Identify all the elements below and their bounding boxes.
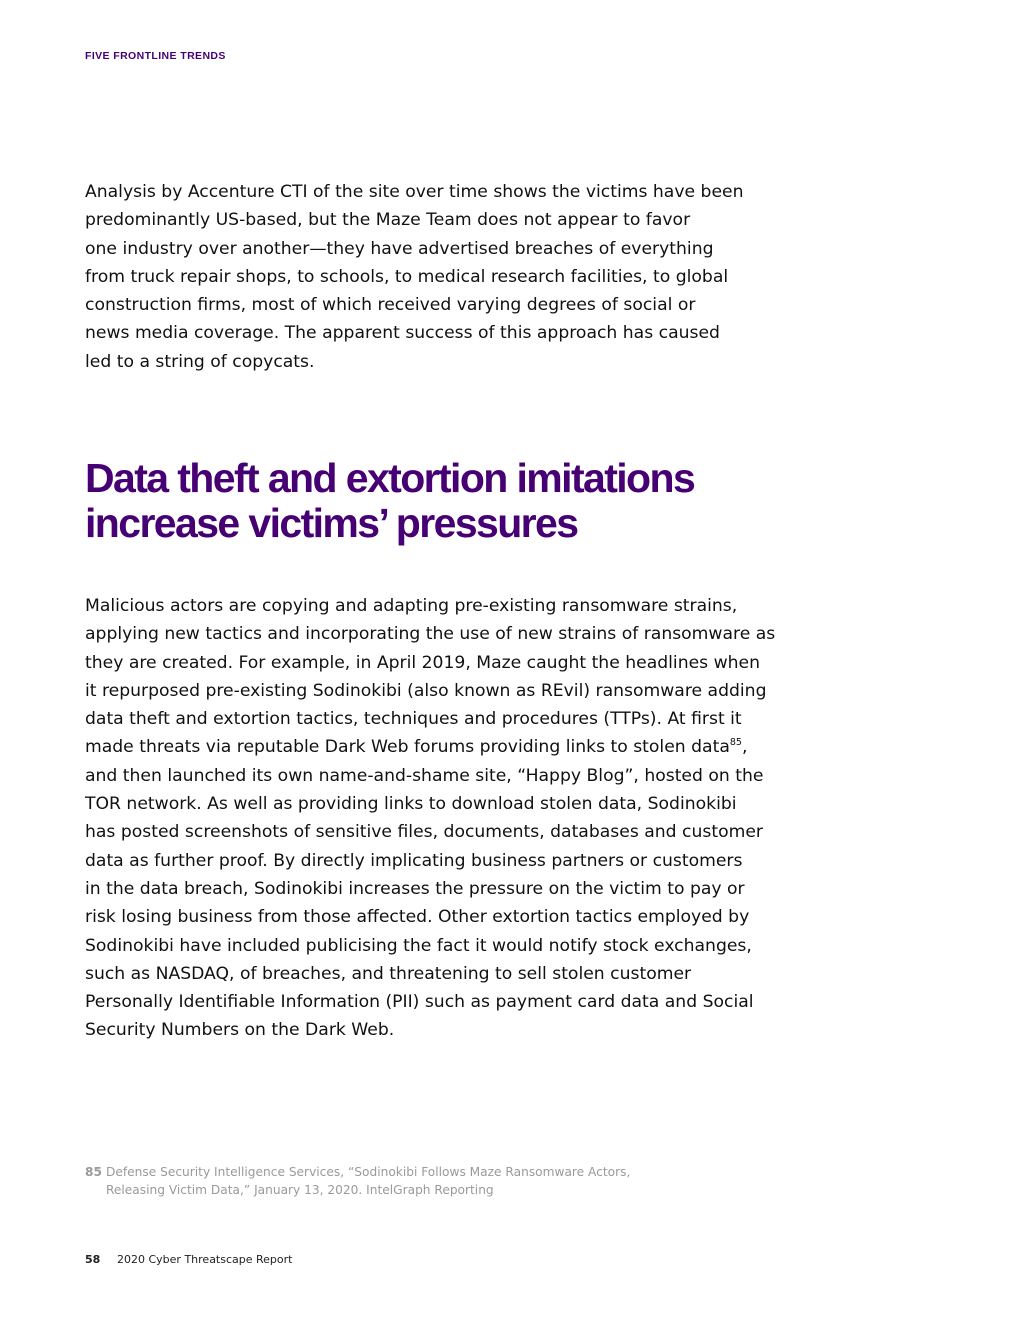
footnote-number: 85 [85, 1165, 102, 1179]
paragraph-line: such as NASDAQ, of breaches, and threatening to sell stolen customer [85, 963, 692, 984]
paragraph-line: predominantly US-based, but the Maze Team does not appear to favor [85, 210, 691, 231]
line-text: made threats via reputable Dark Web forums providing links to stolen data [85, 737, 730, 758]
paragraph-line: applying new tactics and incorporating the use of new strains of ransomware as [85, 624, 776, 645]
paragraph-line: led to a string of copycats. [85, 351, 315, 372]
paragraph-line-with-footnote [85, 733, 775, 761]
footnote-text: Defense Security Intelligence Services, “Sodinokibi Follows Maze Ransomware Actors, [106, 1165, 631, 1179]
body-paragraph [85, 592, 775, 1045]
paragraph-line: Personally Identifiable Information (PII) such as payment card data and Social [85, 992, 754, 1013]
line-suffix: , [741, 737, 748, 758]
heading-line: Data theft and extortion imitations [85, 455, 695, 501]
paragraph-line: Analysis by Accenture CTI of the site over time shows the victims have been [85, 182, 744, 202]
paragraph-line: risk losing business from those affected. Other extortion tactics employed by [85, 907, 750, 928]
footnote [85, 1164, 630, 1199]
paragraph-line: data theft and extortion tactics, techniques and procedures (TTPs). At first it [85, 709, 742, 730]
paragraph-line: has posted screenshots of sensitive files, documents, databases and customer [85, 822, 763, 843]
paragraph-line: news media coverage. The apparent success of this approach has caused [85, 323, 720, 344]
footnote-reference[interactable]: 85 [729, 737, 742, 749]
section-label: FIVE FRONTLINE TRENDS [85, 50, 226, 62]
paragraph-line: it repurposed pre-existing Sodinokibi (also known as REvil) ransomware adding [85, 680, 767, 701]
section-heading [85, 456, 694, 546]
paragraph-line: construction firms, most of which received varying degrees of social or [85, 295, 696, 316]
paragraph-line: Malicious actors are copying and adapting pre-existing ransomware strains, [85, 596, 738, 616]
paragraph-line: TOR network. As well as providing links to download stolen data, Sodinokibi [85, 794, 737, 815]
paragraph-line: Sodinokibi have included publicising the fact it would notify stock exchanges, [85, 935, 752, 956]
paragraph-line: and then launched its own name-and-shame site, “Happy Blog”, hosted on the [85, 765, 764, 786]
heading-line: increase victims’ pressures [85, 500, 578, 546]
paragraph-line: from truck repair shops, to schools, to medical research facilities, to global [85, 266, 729, 287]
paragraph-line: data as further proof. By directly implicating business partners or customers [85, 850, 743, 871]
page-footer [85, 1253, 292, 1266]
paragraph-line: Security Numbers on the Dark Web. [85, 1020, 395, 1041]
paragraph-line: in the data breach, Sodinokibi increases the pressure on the victim to pay or [85, 878, 745, 899]
report-title: 2020 Cyber Threatscape Report [117, 1253, 293, 1266]
intro-paragraph [85, 178, 744, 376]
footnote-line [85, 1164, 630, 1182]
paragraph-line: they are created. For example, in April 2019, Maze caught the headlines when [85, 652, 761, 673]
paragraph-line: one industry over another—they have advertised breaches of everything [85, 238, 714, 259]
footnote-text-continued: Releasing Victim Data,” January 13, 2020. IntelGraph Reporting [106, 1182, 494, 1197]
page-number: 58 [85, 1253, 101, 1266]
